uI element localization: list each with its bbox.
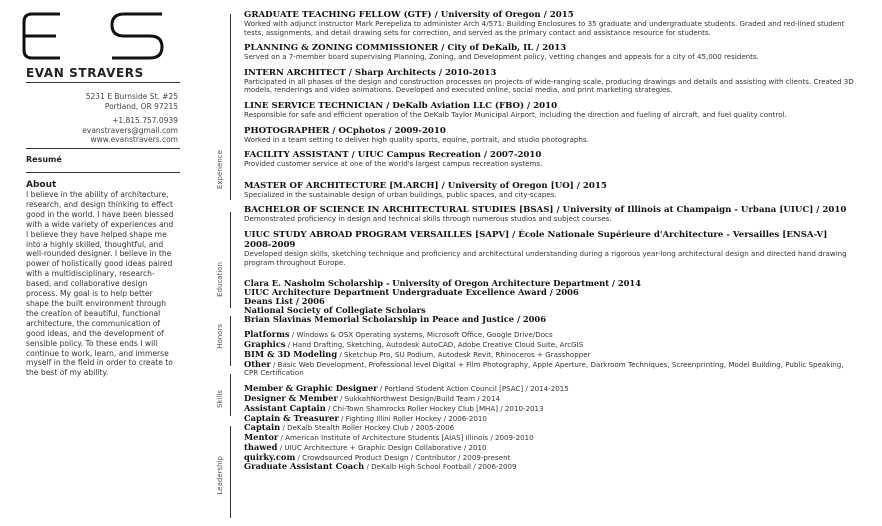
resume-content bbox=[244, 10, 854, 472]
leadership-row: Designer & Member / SukkahNorthwest Design/Build Team / 2014 bbox=[244, 392, 500, 403]
resume-label: Resumé bbox=[26, 155, 62, 164]
skill-category: Graphics bbox=[244, 338, 286, 349]
es-monogram-logo bbox=[20, 8, 170, 64]
entry-description: Provided customer service at one of the world's largest campus recreation systems. bbox=[244, 159, 543, 169]
leadership-role: Designer & Member bbox=[244, 392, 338, 403]
entry-description: Responsible for safe and efficient operation of the DeKalb Taylor Municipal Airport, including the direction and fueling of aircraft, and fuel quality control. bbox=[244, 109, 787, 119]
leadership-row: Assistant Captain / Chi-Town Shamrocks Roller Hockey Club [MHA] / 2010-2013 bbox=[244, 402, 544, 413]
leadership-section bbox=[244, 384, 854, 472]
website-link[interactable]: www.evanstravers.com bbox=[90, 135, 178, 144]
leadership-row: Graduate Assistant Coach / DeKalb High School Football / 2006-2009 bbox=[244, 461, 517, 472]
leadership-row: Captain / DeKalb Stealth Roller Hockey Club / 2005-2006 bbox=[244, 422, 455, 433]
divider bbox=[26, 148, 180, 149]
skill-detail: Sketchup Pro, SU Podium, Autodesk Revit, Rhinoceros + Grasshopper bbox=[344, 349, 591, 359]
about-text: I believe in the ability of architecture, research, and design thinking to effect good in the world. I have been blessed with a wide variety of experiences and I believe they have helped shape me into a highly skilled, thoughtful, and well-rounded designer. I believe in the power of holistically good ideas paired with a multidisciplinary, research-based, and collaborative design process. My goal is to help better shape the built environment through the creation of beautiful, functional architecture, the communication of good ideas, and the development of sensible policy. To these ends I will continue to work, learn, and immerse myself in the field in order to create to the best of my ability. bbox=[26, 190, 174, 378]
leadership-row: Captain & Treasurer / Fighting Illini Roller Hockey / 2006-2010 bbox=[244, 412, 487, 423]
leadership-row: Member & Graphic Designer / Portland Student Action Council [PSAC] / 2014-2015 bbox=[244, 383, 569, 394]
divider bbox=[26, 172, 180, 173]
leadership-detail: SukkahNorthwest Design/Build Team / 2014 bbox=[344, 393, 500, 403]
skill-row: Graphics / Hand Drafting, Sketching, Autodesk AutoCAD, Adobe Creative Cloud Suite, ArcGIS bbox=[244, 338, 584, 349]
entry-title: UIUC STUDY ABROAD PROGRAM VERSAILLES [SAPV] / École Nationale Supérieure d'Architecture - Versailles [ENSA-V] 2008-2009 bbox=[244, 229, 828, 250]
leadership-detail: Portland Student Action Council [PSAC] / 2014-2015 bbox=[384, 384, 569, 394]
about-heading: About bbox=[26, 180, 57, 190]
skill-row: BIM & 3D Modeling / Sketchup Pro, SU Podium, Autodesk Revit, Rhinoceros + Grasshopper bbox=[244, 348, 591, 359]
address-line: 5231 E Burnside St. #25 bbox=[85, 92, 178, 101]
entry-description: Demonstrated proficiency in design and technical skills through numerous studios and subject courses. bbox=[244, 214, 612, 224]
experience-entry bbox=[244, 68, 854, 95]
entry-title: BACHELOR OF SCIENCE IN ARCHITECTURAL STUDIES [BSAS] / University of Illinois at Champaign - Urbana [UIUC] / 2010 bbox=[244, 205, 847, 216]
email-link[interactable]: evanstravers@gmail.com bbox=[82, 125, 178, 135]
leadership-detail: UIUC Architecture + Graphic Design Collaborative / 2010 bbox=[284, 442, 487, 452]
section-label-leadership: Leadership bbox=[216, 456, 224, 495]
education-entry bbox=[244, 205, 854, 224]
section-rule-honors bbox=[230, 316, 239, 366]
section-label-education: Education bbox=[216, 262, 224, 297]
skill-detail: Basic Web Development, Professional level Digital + Film Photography, Apple Aperture, Darkroom Techniques, Screenprinting, Model Building, Public Speaking, CPR Certification bbox=[244, 359, 844, 378]
entry-title: PHOTOGRAPHER / OCphotos / 2009-2010 bbox=[244, 125, 446, 136]
entry-description: Developed design skills, sketching technique and proficiency and architectural understanding during a rigorous year-long architectural design and directed hand drawing program throughout Europe. bbox=[244, 248, 847, 267]
leadership-role: thawed bbox=[244, 441, 278, 452]
skill-category: Other bbox=[244, 358, 271, 369]
leadership-detail: Crowdsourced Product Design / Contributor / 2009-present bbox=[302, 452, 511, 462]
experience-entry bbox=[244, 101, 854, 120]
divider bbox=[26, 82, 180, 83]
section-rule-skills bbox=[230, 374, 239, 416]
skill-category: Platforms bbox=[244, 329, 290, 340]
experience-entry bbox=[244, 126, 854, 145]
entry-title: PLANNING & ZONING COMMISSIONER / City of DeKalb, IL / 2013 bbox=[244, 43, 567, 54]
leadership-role: quirky.com bbox=[244, 451, 296, 462]
experience-section bbox=[244, 10, 854, 169]
skill-detail: Hand Drafting, Sketching, Autodesk AutoCAD, Adobe Creative Cloud Suite, ArcGIS bbox=[292, 339, 584, 349]
experience-entry bbox=[244, 43, 854, 62]
address-line: Portland, OR 97215 bbox=[104, 101, 178, 111]
section-rule-experience bbox=[230, 14, 239, 200]
leadership-role: Mentor bbox=[244, 432, 279, 443]
education-section bbox=[244, 181, 854, 267]
leadership-role: Captain bbox=[244, 422, 281, 433]
skill-row: Other / Basic Web Development, Professional level Digital + Film Photography, Apple Aperture, Darkroom Techniques, Screenprinting, Model Building, Public Speaking, CPR Certification bbox=[244, 358, 844, 378]
leadership-detail: Chi-Town Shamrocks Roller Hockey Club [MHA] / 2010-2013 bbox=[332, 403, 544, 413]
entry-title: LINE SERVICE TECHNICIAN / DeKalb Aviation LLC (FBO) / 2010 bbox=[244, 100, 558, 111]
entry-title: FACILITY ASSISTANT / UIUC Campus Recreation / 2007-2010 bbox=[244, 150, 542, 161]
leadership-row: thawed / UIUC Architecture + Graphic Design Collaborative / 2010 bbox=[244, 441, 487, 452]
leadership-row: quirky.com / Crowdsourced Product Design / Contributor / 2009-present bbox=[244, 451, 511, 462]
leadership-detail: Fighting Illini Roller Hockey / 2006-2010 bbox=[345, 413, 487, 423]
section-rule-education bbox=[230, 212, 239, 308]
entry-description: Served on a 7-member board supervising Planning, Zoning, and Development policy, vetting changes and appeals for a city of 45,000 residents. bbox=[244, 52, 759, 62]
left-column bbox=[0, 0, 212, 526]
section-label-experience: Experience bbox=[216, 150, 224, 190]
entry-title: GRADUATE TEACHING FELLOW (GTF) / University of Oregon / 2015 bbox=[244, 10, 574, 20]
leadership-role: Graduate Assistant Coach bbox=[244, 461, 365, 472]
leadership-role: Assistant Captain bbox=[244, 402, 326, 413]
phone: +1.815.757.0939 bbox=[112, 116, 178, 125]
skills-section bbox=[244, 330, 854, 378]
entry-description: Worked in a team setting to deliver high quality sports, equine, portrait, and studio photographs. bbox=[244, 134, 589, 144]
skill-detail: Windows & OSX Operating systems, Microsoft Office, Google Drive/Docs bbox=[296, 330, 553, 340]
leadership-role: Captain & Treasurer bbox=[244, 412, 339, 423]
address-block bbox=[86, 92, 178, 111]
honor-item: Clara E. Nasholm Scholarship - University of Oregon Architecture Department / 2014 bbox=[244, 278, 641, 289]
experience-entry bbox=[244, 150, 854, 169]
leadership-detail: DeKalb Stealth Roller Hockey Club / 2005-2006 bbox=[287, 423, 455, 433]
entry-title: INTERN ARCHITECT / Sharp Architects / 2010-2013 bbox=[244, 67, 497, 78]
entry-title: MASTER OF ARCHITECTURE [M.ARCH] / University of Oregon [UO] / 2015 bbox=[244, 180, 607, 191]
experience-entry bbox=[244, 10, 854, 37]
education-entry bbox=[244, 230, 854, 267]
entry-description: Participated in all phases of the design and construction processes on projects of wide-ranging scale, producing drawings and details and assisting with clients. Created 3D models, renderings and video animations. Developed and executed online, social media, and print marketing strategies. bbox=[244, 76, 854, 95]
honor-item: Deans List / 2006 bbox=[244, 296, 325, 307]
entry-description: Specialized in the sustainable design of urban buildings, public spaces, and city-scapes. bbox=[244, 189, 557, 199]
person-name: EVAN STRAVERS bbox=[26, 66, 144, 80]
leadership-row: Mentor / American Institute of Architecture Students [AIAS] Illinois / 2009-2010 bbox=[244, 432, 534, 443]
honors-section bbox=[244, 279, 854, 324]
section-label-honors: Honors bbox=[216, 324, 224, 349]
section-rule-leadership bbox=[230, 426, 239, 518]
leadership-role: Member & Graphic Designer bbox=[244, 383, 378, 394]
section-label-skills: Skills bbox=[216, 390, 224, 408]
skill-category: BIM & 3D Modeling bbox=[244, 348, 338, 359]
skill-row: Platforms / Windows & OSX Operating systems, Microsoft Office, Google Drive/Docs bbox=[244, 329, 553, 340]
contact-block bbox=[82, 116, 178, 145]
honor-item: UIUC Architecture Department Undergraduate Excellence Award / 2006 bbox=[244, 287, 579, 298]
honor-item: Brian Slavinas Memorial Scholarship in Peace and Justice / 2006 bbox=[244, 314, 546, 325]
honor-item: National Society of Collegiate Scholars bbox=[244, 305, 426, 316]
entry-description: Worked with adjunct instructor Mark Perepeliza to administer Arch 4/571: Building Enclosures to 35 graduate and undergraduate students. Graded and red-lined student tests, assignments, and detail drawing sets for correction, and served as the primary contact and assistance resource for students. bbox=[244, 19, 845, 37]
leadership-detail: American Institute of Architecture Students [AIAS] Illinois / 2009-2010 bbox=[285, 433, 534, 443]
leadership-detail: DeKalb High School Football / 2006-2009 bbox=[371, 462, 517, 472]
education-entry bbox=[244, 181, 854, 200]
